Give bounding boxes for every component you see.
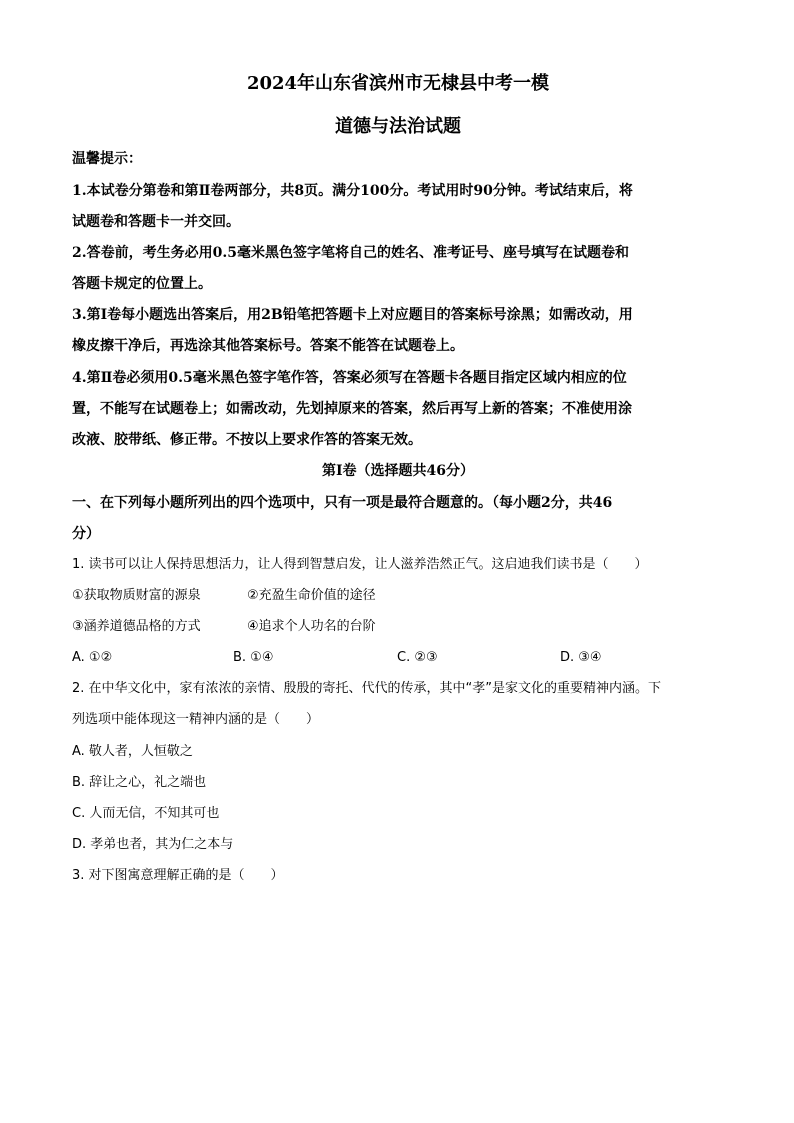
question-2-stem: 列选项中能体现这一精神内涵的是（ ） [72,712,320,727]
question-1-items-row [72,616,724,638]
question-1-stem: 1. 读书可以让人保持思想活力，让人得到智慧启发，让人滋养浩然正气。这启迪我们读书是（ ） [72,557,648,572]
question-2-option: C. 人而无信，不知其可也 [72,806,220,821]
notice-line: 4.第Ⅱ卷必须用0.5毫米黑色签字笔作答，答案必须写在答题卡各题目指定区域内相应的位 [72,370,627,386]
exam-subtitle: 道德与法治试题 [335,116,461,137]
notice-line: 橡皮擦干净后，再选涂其他答案标号。答案不能答在试题卷上。 [72,338,464,354]
question-1-item: ④追求个人功名的台阶 [247,619,376,634]
question-3-stem: 3. 对下图寓意理解正确的是（ ） [72,868,284,883]
notice-line: 1.本试卷分第卷和第Ⅱ卷两部分，共8页。满分100分。考试用时90分钟。考试结束后，将 [72,183,633,199]
exam-page [72,0,724,1123]
question-2-option: B. 辞让之心，礼之端也 [72,775,207,790]
section-instruction: 一、在下列每小题所列出的四个选项中，只有一项是最符合题意的。（每小题2分，共46 [72,495,613,511]
notice-label: 温馨提示： [72,151,142,167]
notice-line: 2.答卷前，考生务必用0.5毫米黑色签字笔将自己的姓名、准考证号、座号填写在试题卷和 [72,245,629,261]
question-2-stem: 2. 在中华文化中，家有浓浓的亲情、殷殷的寄托、代代的传承，其中“孝”是家文化的重要精神内涵。下 [72,681,662,696]
part1-heading: 第Ⅰ卷（选择题共46分） [321,463,475,479]
question-1-item: ①获取物质财富的源泉 [72,588,201,603]
notice-line: 试题卷和答题卡一并交回。 [72,214,240,230]
question-2-option: D. 孝弟也者，其为仁之本与 [72,837,234,852]
question-1-items-row [72,585,724,607]
question-1-option: C. ②③ [397,650,438,665]
question-1-item: ②充盈生命价值的途径 [247,588,376,603]
question-1-options-row [72,647,724,669]
question-1-option: A. ①② [72,650,113,665]
notice-line: 置，不能写在试题卷上；如需改动，先划掉原来的答案，然后再写上新的答案；不准使用涂 [72,401,632,417]
notice-line: 改液、胶带纸、修正带。不按以上要求作答的答案无效。 [72,432,422,448]
exam-title: 2024年山东省滨州市无棣县中考一模 [246,73,550,94]
question-1-option: D. ③④ [560,650,602,665]
question-1-option: B. ①④ [233,650,274,665]
notice-line: 答题卡规定的位置上。 [72,276,212,292]
notice-line: 3.第Ⅰ卷每小题选出答案后，用2B铅笔把答题卡上对应题目的答案标号涂黑；如需改动，用 [72,307,633,323]
question-1-item: ③涵养道德品格的方式 [72,619,201,634]
question-2-option: A. 敬人者，人恒敬之 [72,744,193,759]
section-instruction: 分） [72,526,100,542]
